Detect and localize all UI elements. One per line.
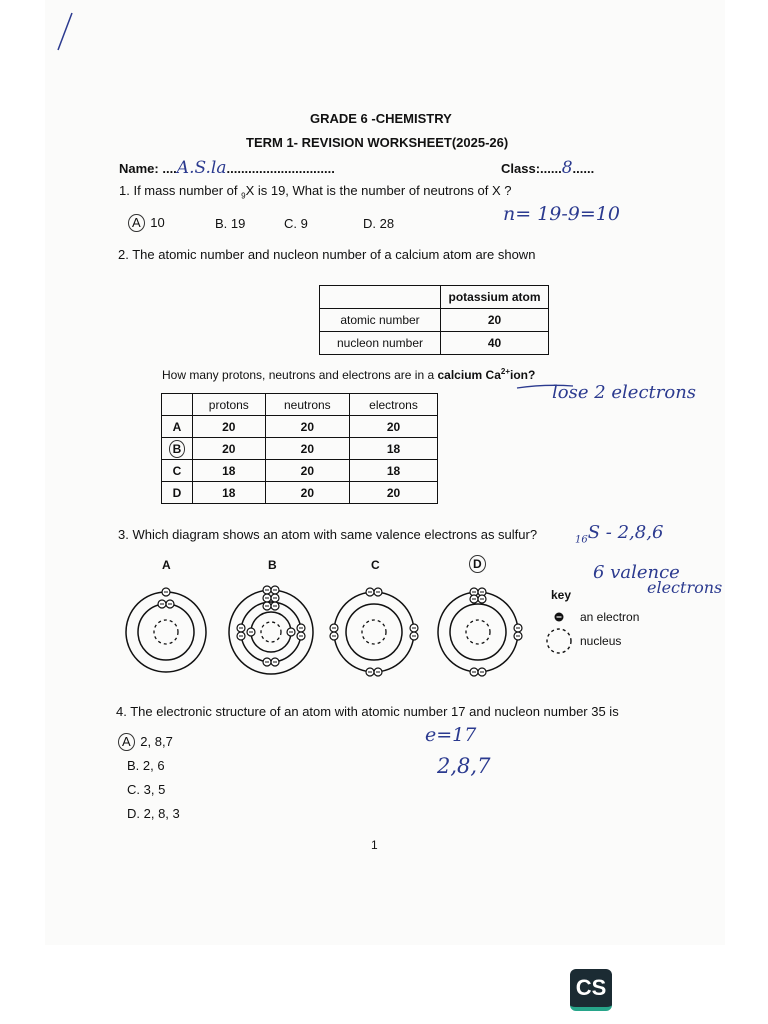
table-header: neutrons — [265, 394, 349, 416]
atom-b-inner-shell — [251, 612, 291, 652]
table-row — [162, 394, 438, 416]
electron-icon — [470, 595, 478, 603]
electron-icon — [297, 632, 305, 640]
atom-diagrams — [120, 580, 540, 685]
atom-c-inner-shell — [346, 604, 402, 660]
table-header: protons — [193, 394, 266, 416]
q4-option-c: C. 3, 5 — [127, 782, 166, 797]
electron-icon — [410, 624, 418, 632]
q3-note-main: S - 2,8,6 — [587, 522, 664, 543]
electron-icon — [263, 594, 271, 602]
table-cell: 20 — [441, 309, 549, 332]
electron-icon — [410, 632, 418, 640]
page-number: 1 — [371, 838, 378, 852]
electron-icon — [514, 632, 522, 640]
electron-key-icon — [553, 611, 565, 623]
atom-a-nucleus — [154, 620, 178, 644]
q4-option-a — [118, 733, 173, 751]
table-row — [320, 332, 549, 355]
q2-handwritten-note: lose 2 electrons — [552, 382, 697, 403]
table-row — [162, 438, 438, 460]
question-1-text — [119, 183, 511, 201]
name-label: Name: .... — [119, 161, 177, 176]
electron-icon — [237, 632, 245, 640]
name-value: A.S.la — [176, 158, 227, 178]
diagram-label-a: A — [162, 558, 171, 572]
q2-selected-circle: B — [169, 440, 186, 458]
diagram-label-c: C — [371, 558, 380, 572]
q1-selected-circle: A — [128, 214, 145, 232]
q1-option-d: D. 28 — [363, 216, 395, 231]
table-cell: 18 — [350, 438, 438, 460]
electron-icon — [263, 586, 271, 594]
key-nucleus-label: nucleus — [580, 634, 622, 648]
calcium-data-table — [319, 285, 549, 355]
q3-handwritten-electrons: electrons — [647, 578, 723, 597]
electron-icon — [247, 628, 255, 636]
table-cell: 20 — [265, 438, 349, 460]
table-cell: 20 — [193, 438, 266, 460]
q1-handwritten-working: n= 19-9=10 — [503, 203, 620, 225]
table-row — [162, 460, 438, 482]
q2-ion: Ca — [485, 368, 501, 382]
q4-option-a-value: 2, 8,7 — [140, 734, 173, 749]
q1-text-start: 1. If mass number of — [119, 183, 242, 198]
q3-handwritten-valence: 6 valence — [593, 562, 680, 583]
q2-question-end: ion? — [510, 368, 536, 382]
atom-d-inner-shell — [450, 604, 506, 660]
electron-icon — [271, 658, 279, 666]
table-row — [320, 286, 549, 309]
diagram-label-b: B — [268, 558, 277, 572]
table-cell: 18 — [193, 482, 266, 504]
key-electron-label: an electron — [580, 610, 640, 624]
q2-question-text: How many protons, neutrons and electrons are in a — [162, 368, 435, 382]
atom-c-nucleus — [362, 620, 386, 644]
q2-sub-question — [162, 367, 535, 382]
table-cell — [162, 438, 193, 460]
electron-icon — [237, 624, 245, 632]
electron-icon — [366, 588, 374, 596]
table-cell: C — [162, 460, 193, 482]
electron-icon — [271, 586, 279, 594]
atom-a-inner-shell — [138, 604, 194, 660]
electron-icon — [263, 658, 271, 666]
q4-option-b: B. 2, 6 — [127, 758, 165, 773]
electron-icon — [166, 600, 174, 608]
q1-option-a — [128, 214, 165, 232]
electron-icon — [470, 668, 478, 676]
electron-icon — [330, 624, 338, 632]
margin-pen-stroke — [50, 10, 80, 55]
diagram-label-d — [469, 555, 486, 573]
q2-options-table — [161, 393, 438, 504]
class-label: Class:...... — [501, 161, 562, 176]
atom-d-nucleus — [466, 620, 490, 644]
key-title: key — [551, 588, 572, 602]
class-field — [501, 158, 594, 178]
question-4-text: 4. The electronic structure of an atom with atomic number 17 and nucleon number 35 is — [116, 704, 619, 719]
q4-handwritten-electrons: e=17 — [425, 724, 477, 746]
class-value: 8 — [561, 158, 573, 178]
electron-icon — [297, 624, 305, 632]
worksheet-title: GRADE 6 -CHEMISTRY — [310, 111, 452, 126]
q4-handwritten-config: 2,8,7 — [437, 754, 491, 778]
table-cell: 20 — [265, 460, 349, 482]
table-cell: A — [162, 416, 193, 438]
electron-icon — [330, 632, 338, 640]
table-cell — [320, 286, 441, 309]
q4-selected-circle: A — [118, 733, 135, 751]
table-row — [162, 416, 438, 438]
q3-note-sub: 16 — [575, 534, 588, 546]
electron-icon — [158, 600, 166, 608]
table-cell: 40 — [441, 332, 549, 355]
q1-option-a-value: 10 — [150, 215, 165, 230]
name-field — [119, 158, 335, 178]
worksheet-subtitle: TERM 1- REVISION WORKSHEET(2025-26) — [246, 135, 509, 150]
table-cell: 20 — [265, 416, 349, 438]
question-3-text: 3. Which diagram shows an atom with same valence electrons as sulfur? — [118, 527, 538, 542]
electron-icon — [374, 668, 382, 676]
table-row — [162, 482, 438, 504]
q1-option-b: B. 19 — [215, 216, 246, 231]
table-cell: 20 — [350, 482, 438, 504]
question-2-text: 2. The atomic number and nucleon number of a calcium atom are shown — [118, 247, 536, 262]
table-header: potassium atom — [441, 286, 549, 309]
q1-text-end: X is 19, What is the number of neutrons of X ? — [245, 183, 512, 198]
table-cell: D — [162, 482, 193, 504]
table-header — [162, 394, 193, 416]
electron-icon — [478, 595, 486, 603]
q4-option-d: D. 2, 8, 3 — [127, 806, 180, 821]
table-cell: 20 — [265, 482, 349, 504]
table-cell: 18 — [350, 460, 438, 482]
electron-icon — [162, 588, 170, 596]
q3-selected-circle: D — [469, 555, 486, 573]
atom-b-nucleus — [261, 622, 281, 642]
class-dots: ...... — [572, 161, 595, 176]
q2-question-word: calcium — [437, 368, 483, 382]
q2-ion-charge: 2+ — [500, 367, 511, 376]
table-cell: 18 — [193, 460, 266, 482]
name-dots: .............................. — [226, 161, 335, 176]
nucleus-key-icon — [544, 626, 574, 656]
electron-icon — [374, 588, 382, 596]
table-row — [320, 309, 549, 332]
electron-icon — [263, 602, 271, 610]
electron-icon — [478, 668, 486, 676]
q1-subscript: 9 — [241, 191, 246, 201]
electron-icon — [287, 628, 295, 636]
q3-handwritten-sulfur — [575, 522, 663, 546]
electron-icon — [271, 602, 279, 610]
electron-icon — [271, 594, 279, 602]
table-header: electrons — [350, 394, 438, 416]
electron-icon — [514, 624, 522, 632]
electron-icon — [366, 668, 374, 676]
table-cell: nucleon number — [320, 332, 441, 355]
table-cell: 20 — [193, 416, 266, 438]
table-cell: atomic number — [320, 309, 441, 332]
camscanner-logo: CS — [570, 969, 612, 1011]
table-cell: 20 — [350, 416, 438, 438]
q1-option-c: C. 9 — [284, 216, 308, 231]
